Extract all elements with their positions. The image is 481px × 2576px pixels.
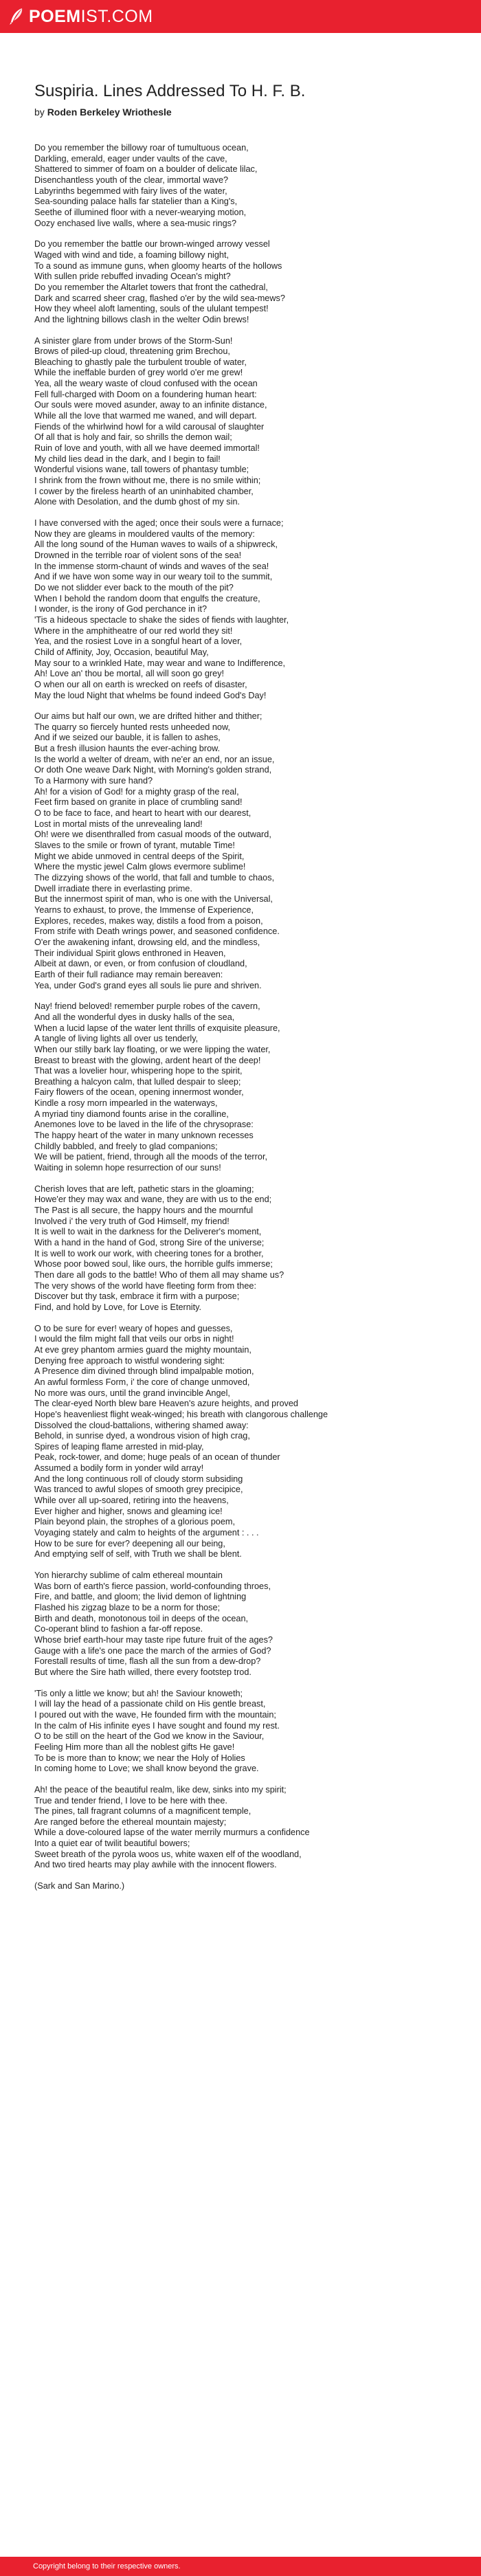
poem-line: Might we abide unmoved in central deeps of the Spirit, xyxy=(34,851,245,861)
poem-line: To a Harmony with sure hand? xyxy=(34,776,153,786)
poem-line: I cower by the fireless hearth of an uninhabited chamber, xyxy=(34,486,254,496)
stanza xyxy=(34,1785,447,1871)
poem-line: Oozy enchased live walls, where a sea-music rings? xyxy=(34,218,237,228)
poem-line: The Past is all secure, the happy hours and the mournful xyxy=(34,1206,254,1216)
poem-line: When I behold the random doom that engulfs the creature, xyxy=(34,593,260,603)
poem-line: Dissolved the cloud-battalions, withering shamed away: xyxy=(34,1420,249,1430)
poem-line: Dark and scarred sheer crag, flashed o'er by the wild sea-mews? xyxy=(34,293,285,303)
poem-line: Behold, in sunrise dyed, a wondrous vision of high crag, xyxy=(34,1431,250,1441)
by-label: by xyxy=(34,107,45,118)
poem-line: O when our all on earth is wrecked on reefs of disaster, xyxy=(34,679,247,689)
poem-line: Do you remember the Altarlet towers that front the cathedral, xyxy=(34,282,268,292)
poem-line: Waiting in solemn hope resurrection of our suns! xyxy=(34,1163,221,1173)
poem-line: May sour to a wrinkled Hate, may wear and wane to Indifference, xyxy=(34,658,286,668)
poem-line: Find, and hold by Love, for Love is Eternity. xyxy=(34,1302,202,1312)
poem-line: Where in the amphitheatre of our red world they sit! xyxy=(34,625,233,636)
poem-line: To a sound as immune guns, when gloomy hearts of the hollows xyxy=(34,260,282,271)
poem-line: Drowned in the terrible roar of violent sons of the sea! xyxy=(34,550,242,560)
copyright-text: Copyright belong to their respective owners. xyxy=(33,2562,181,2571)
poem-line: Of all that is holy and fair, so shrills the demon wail; xyxy=(34,432,232,443)
quill-icon xyxy=(8,8,25,25)
byline xyxy=(34,106,447,118)
poem-line: In coming home to Love; we shall know beyond the grave. xyxy=(34,1764,259,1774)
poem-line: O to be face to face, and heart to heart with our dearest, xyxy=(34,808,251,819)
poem-line: Oh! were we disenthralled from casual moods of the outward, xyxy=(34,830,271,840)
poem-line: Voyaging stately and calm to heights of the argument : . . . xyxy=(34,1528,259,1538)
poem-line: And all the wonderful dyes in dusky halls of the sea, xyxy=(34,1012,235,1022)
poem-line: Their individual Spirit glows enthroned in Heaven, xyxy=(34,948,226,958)
poem-line: Yon hierarchy sublime of calm ethereal mountain xyxy=(34,1570,223,1581)
poem-line: Bleaching to ghastly pale the turbulent trouble of water, xyxy=(34,357,247,367)
poem-line: Whose brief earth-hour may taste ripe future fruit of the ages? xyxy=(34,1634,273,1645)
poem-line: Brows of piled-up cloud, threatening grim Brechou, xyxy=(34,346,230,357)
poem-line: And the lightning billows clash in the welter Odin brews! xyxy=(34,314,249,324)
poem-line: Forestall results of time, flash all the sun from a dew-drop? xyxy=(34,1656,261,1667)
poem-line: Our souls were moved asunder, away to an infinite distance, xyxy=(34,400,267,410)
poem-line: No more was ours, until the grand invincible Angel, xyxy=(34,1388,230,1398)
stanza xyxy=(34,518,447,701)
poem-line: True and tender friend, I love to be here with thee. xyxy=(34,1795,227,1806)
poem-line: Wonderful visions wane, tall towers of phantasy tumble; xyxy=(34,465,249,475)
poem-line: Involved i' the very truth of God Himself, my friend! xyxy=(34,1216,230,1226)
poem-line: 'Tis a hideous spectacle to shake the sides of fiends with laughter, xyxy=(34,614,289,625)
poem-line: And if we seized our bauble, it is fallen to ashes, xyxy=(34,733,221,743)
poem-line: It is well to work our work, with cheering tones for a brother, xyxy=(34,1248,264,1258)
poem-line: While the ineffable burden of grey world o'er me grew! xyxy=(34,368,243,378)
poem-line: Discover but thy task, embrace it firm with a purpose; xyxy=(34,1291,240,1302)
logo-text-strong: POEM xyxy=(29,6,81,26)
poem-line: Breathing a halcyon calm, that lulled despair to sleep; xyxy=(34,1076,241,1087)
poem-line: Fell full-charged with Doom on a foundering human heart: xyxy=(34,389,257,399)
poem-line: I would the film might fall that veils our orbs in night! xyxy=(34,1334,234,1344)
poem-line: But where the Sire hath willed, there every footstep trod. xyxy=(34,1667,251,1677)
poem-line: The pines, tall fragrant columns of a magnificent temple, xyxy=(34,1806,251,1817)
poem-line: Assumed a bodily form in yonder wild array! xyxy=(34,1463,204,1474)
poem-line: 'Tis only a little we know; but ah! the Saviour knoweth; xyxy=(34,1688,243,1698)
poem-line: Fairy flowers of the ocean, opening innermost wonder, xyxy=(34,1087,244,1098)
poem-line: O to be sure for ever! weary of hopes and guesses, xyxy=(34,1323,233,1333)
poem-line: When a lucid lapse of the water lent thrills of exquisite pleasure, xyxy=(34,1023,280,1033)
poem-line: The clear-eyed North blew bare Heaven's azure heights, and proved xyxy=(34,1399,298,1409)
poem-line: I shrink from the frown without me, there is no smile within; xyxy=(34,476,261,486)
poem-line: An awful formless Form, i' the core of change unmoved, xyxy=(34,1377,250,1387)
poem-line: O'er the awakening infant, drowsing eld, and the mindless, xyxy=(34,937,260,947)
poem-line: How to be sure for ever? deepening all our being, xyxy=(34,1538,225,1548)
poem-line: A Presence dim divined through blind impalpable motion, xyxy=(34,1366,254,1377)
stanza xyxy=(34,1881,447,1892)
poem-line: Seethe of illumined floor with a never-wearying motion, xyxy=(34,207,247,217)
poem-line: Dwell irradiate there in everlasting prime. xyxy=(34,883,192,893)
poem-line: Howe'er they may wax and wane, they are with us to the end; xyxy=(34,1195,272,1205)
poem-line: Flashed his zigzag blaze to be a norm for those; xyxy=(34,1603,221,1612)
poem-line: Nay! friend beloved! remember purple robes of the cavern, xyxy=(34,1001,260,1012)
poem-line: Breast to breast with the glowing, ardent heart of the deep! xyxy=(34,1055,261,1065)
poem-line: Co-operant blind to fashion a far-off repose. xyxy=(34,1624,203,1634)
stanza xyxy=(34,1324,447,1560)
poem-line: A tangle of living lights all over us tenderly, xyxy=(34,1034,199,1044)
poem-line: Ever higher and higher, snows and gleaming ice! xyxy=(34,1506,223,1516)
poem-line: Or doth One weave Dark Night, with Morning's golden strand, xyxy=(34,765,272,775)
poem-line: Labyrinths begemmed with fairy lives of the water, xyxy=(34,186,227,196)
poem-line: Shattered to simmer of foam on a boulder of delicate lilac, xyxy=(34,164,258,175)
poem-line: Anemones love to be laved in the life of the chrysoprase: xyxy=(34,1120,254,1130)
poem-line: We will be patient, friend, through all the moods of the terror, xyxy=(34,1152,267,1162)
poem-line: Spires of leaping flame arrested in mid-play, xyxy=(34,1441,204,1452)
poem-line: O to be still on the heart of the God we know in the Saviour, xyxy=(34,1731,265,1742)
poem-line: Explores, recedes, makes way, distils a food from a poison, xyxy=(34,915,263,926)
poem-line: The quarry so fiercely hunted rests unheeded now, xyxy=(34,722,230,732)
poem-line: Now they are gleams in mouldered vaults of the memory: xyxy=(34,529,255,539)
poem-line: The very shows of the world have fleeting form from thee: xyxy=(34,1280,256,1291)
poem-line: With a hand in the hand of God, strong Sire of the universe; xyxy=(34,1238,265,1247)
poem-line: Slaves to the smile or frown of tyrant, mutable Time! xyxy=(34,841,235,851)
poem-line: And the long continuous roll of cloudy storm subsiding xyxy=(34,1474,243,1484)
poem-line: It is well to wait in the darkness for the Deliverer's moment, xyxy=(34,1227,262,1237)
poem-line: Ah! for a vision of God! for a mighty grasp of the real, xyxy=(34,786,239,797)
poem-line: I poured out with the wave, He founded firm with the mountain; xyxy=(34,1709,276,1720)
poem-line: Sea-sounding palace halls far statelier than a King's, xyxy=(34,197,238,207)
poem-line: Are ranged before the ethereal mountain majesty; xyxy=(34,1817,227,1827)
poem-title: Suspiria. Lines Addressed To H. F. B. xyxy=(34,82,306,100)
poem-line: Yea, and the rosiest Love in a songful heart of a lover, xyxy=(34,636,243,647)
poem-line: Yea, under God's grand eyes all souls lie pure and shriven. xyxy=(34,980,262,990)
poem-line: Feet firm based on granite in place of crumbling sand! xyxy=(34,797,243,808)
poem-line: Into a quiet ear of twilit beautiful bowers; xyxy=(34,1839,190,1849)
poem-line: Plain beyond plain, the strophes of a glorious poem, xyxy=(34,1517,235,1527)
stanza xyxy=(34,1570,447,1678)
poem-line: I will lay the head of a passionate child on His gentle breast, xyxy=(34,1699,266,1709)
poem-line: The happy heart of the water in many unknown recesses xyxy=(34,1131,254,1141)
poem-body xyxy=(34,143,447,1892)
site-logo[interactable] xyxy=(8,7,153,27)
poem-line: I have conversed with the aged; once their souls were a furnace; xyxy=(34,518,284,528)
poem-line: Denying free approach to wistful wondering sight: xyxy=(34,1355,225,1366)
poem-line: Do you remember the battle our brown-winged arrowy vessel xyxy=(34,239,270,249)
poem-line: And if we have won some way in our weary toil to the summit, xyxy=(34,572,273,582)
stanza xyxy=(34,1001,447,1174)
poem-line: Do we not slidder ever back to the mouth of the pit? xyxy=(34,582,234,592)
poem-line: And two tired hearts may play awhile with the innocent flowers. xyxy=(34,1860,277,1870)
poem-line: From strife with Death wrings power, and seasoned confidence. xyxy=(34,926,280,937)
poem-line: Ah! the peace of the beautiful realm, like dew, sinks into my spirit; xyxy=(34,1784,287,1795)
stanza xyxy=(34,711,447,991)
poem-line: Do you remember the billowy roar of tumultuous ocean, xyxy=(34,143,249,153)
poem-line: How they wheel aloft lamenting, souls of the ululant tempest! xyxy=(34,304,269,314)
poem-line: Alone with Desolation, and the dumb ghost of my sin. xyxy=(34,497,240,507)
poem-line: Fire, and battle, and gloom; the livid demon of lightning xyxy=(34,1592,247,1602)
poem-line: Our aims but half our own, we are drifted hither and thither; xyxy=(34,711,262,722)
author-link[interactable]: Roden Berkeley Wriothesle xyxy=(47,107,172,118)
poem-line: But the innermost spirit of man, who is one with the Universal, xyxy=(34,894,273,904)
poem-line: Fiends of the whirlwind howl for a wild carousal of slaughter xyxy=(34,421,265,432)
poem-line: In the calm of His infinite eyes I have sought and found my rest. xyxy=(34,1720,280,1731)
poem-line: And emptying self of self, with Truth we shall be blent. xyxy=(34,1549,242,1559)
poem-line: Gauge with a life's one pace the march of the armies of God? xyxy=(34,1645,271,1656)
poem-line: A myriad tiny diamond founts arise in the coralline, xyxy=(34,1109,229,1119)
site-footer xyxy=(0,2557,481,2576)
poem-line: To be is more than to know; we near the Holy of Holies xyxy=(34,1753,245,1763)
poem-line: With sullen pride rebuffed invading Ocean's might? xyxy=(34,271,231,282)
poem-line: My child lies dead in the dark, and I begin to fail! xyxy=(34,454,221,464)
poem-line: While a dove-coloured lapse of the water merrily murmurs a confidence xyxy=(34,1828,310,1838)
poem-line: Was tranced to awful slopes of smooth grey precipice, xyxy=(34,1485,243,1495)
site-header xyxy=(0,0,481,33)
poem-line: In the immense storm-chaunt of winds and waves of the sea! xyxy=(34,561,269,571)
stanza xyxy=(34,1689,447,1775)
stanza xyxy=(34,336,447,509)
poem-line: Cherish loves that are left, pathetic stars in the gloaming; xyxy=(34,1184,254,1194)
poem-line: Yearns to exhaust, to prove, the Immense of Experience, xyxy=(34,904,254,915)
poem-line: That was a lovelier hour, whispering hope to the spirit, xyxy=(34,1066,243,1076)
stanza xyxy=(34,1184,447,1313)
stanza xyxy=(34,143,447,229)
poem-line: May the loud Night that whelms be found indeed God's Day! xyxy=(34,690,267,700)
poem-line: While all the love that warmed me waned, and will depart. xyxy=(34,411,257,421)
poem-line: Birth and death, monotonous toil in deeps of the ocean, xyxy=(34,1613,249,1623)
poem-line: Darkling, emerald, eager under vaults of the cave, xyxy=(34,153,227,164)
poem-line: (Sark and San Marino.) xyxy=(34,1881,125,1891)
poem-line: Yea, all the weary waste of cloud confused with the ocean xyxy=(34,379,258,389)
poem-line: Hope's heavenliest flight weak-winged; his breath with clangorous challenge xyxy=(34,1409,328,1419)
poem-content xyxy=(0,33,481,1892)
poem-line: While over all up-soared, retiring into the heavens, xyxy=(34,1496,229,1506)
poem-line: Waged with wind and tide, a foaming billowy night, xyxy=(34,249,230,260)
poem-line: But a fresh illusion haunts the ever-aching brow. xyxy=(34,744,221,754)
poem-line: Earth of their full radiance may remain bereaven: xyxy=(34,969,223,979)
poem-line: I wonder, is the irony of God perchance in it? xyxy=(34,604,208,614)
poem-line: When our stilly bark lay floating, or we were lipping the water, xyxy=(34,1044,271,1054)
poem-line: Child of Affinity, Joy, Occasion, beautiful May, xyxy=(34,647,209,657)
poem-line: Whose poor bowed soul, like ours, the horrible gulfs immerse; xyxy=(34,1259,273,1269)
poem-line: Albeit at dawn, or even, or from confusion of cloudland, xyxy=(34,959,247,969)
poem-line: Lost in mortal mists of the unrevealing land! xyxy=(34,819,203,829)
poem-line: Sweet breath of the pyrola woos us, white waxen elf of the woodland, xyxy=(34,1849,302,1859)
poem-line: A sinister glare from under brows of the Storm-Sun! xyxy=(34,335,233,346)
poem-line: Peak, rock-tower, and dome; huge peals of an ocean of thunder xyxy=(34,1452,280,1463)
poem-line: All the long sound of the Human waves to wails of a shipwreck, xyxy=(34,540,278,550)
poem-line: Where the mystic jewel Calm glows evermore sublime! xyxy=(34,862,246,872)
poem-line: Was born of earth's fierce passion, world-confounding throes, xyxy=(34,1581,271,1591)
poem-line: Ruin of love and youth, with all we have deemed immortal! xyxy=(34,443,260,454)
poem-line: Kindle a rosy morn impearled in the waterways, xyxy=(34,1098,218,1109)
poem-line: Then dare all gods to the battle! Who of them all may shame us? xyxy=(34,1269,284,1280)
logo-text-light: IST.COM xyxy=(80,6,153,26)
poem-line: Feeling Him more than all the noblest gifts He gave! xyxy=(34,1742,235,1752)
poem-line: Ah! Love an' thou be mortal, all will soon go grey! xyxy=(34,669,225,679)
stanza xyxy=(34,239,447,325)
poem-line: Disenchantless youth of the clear, immortal wave? xyxy=(34,175,229,185)
poem-line: Childly babbled, and freely to glad companions; xyxy=(34,1141,218,1151)
poem-line: The dizzying shows of the world, that fall and tumble to chaos, xyxy=(34,873,275,882)
poem-line: At eve grey phantom armies guard the mighty mountain, xyxy=(34,1344,251,1355)
poem-line: Is the world a welter of dream, with ne'er an end, nor an issue, xyxy=(34,754,275,764)
